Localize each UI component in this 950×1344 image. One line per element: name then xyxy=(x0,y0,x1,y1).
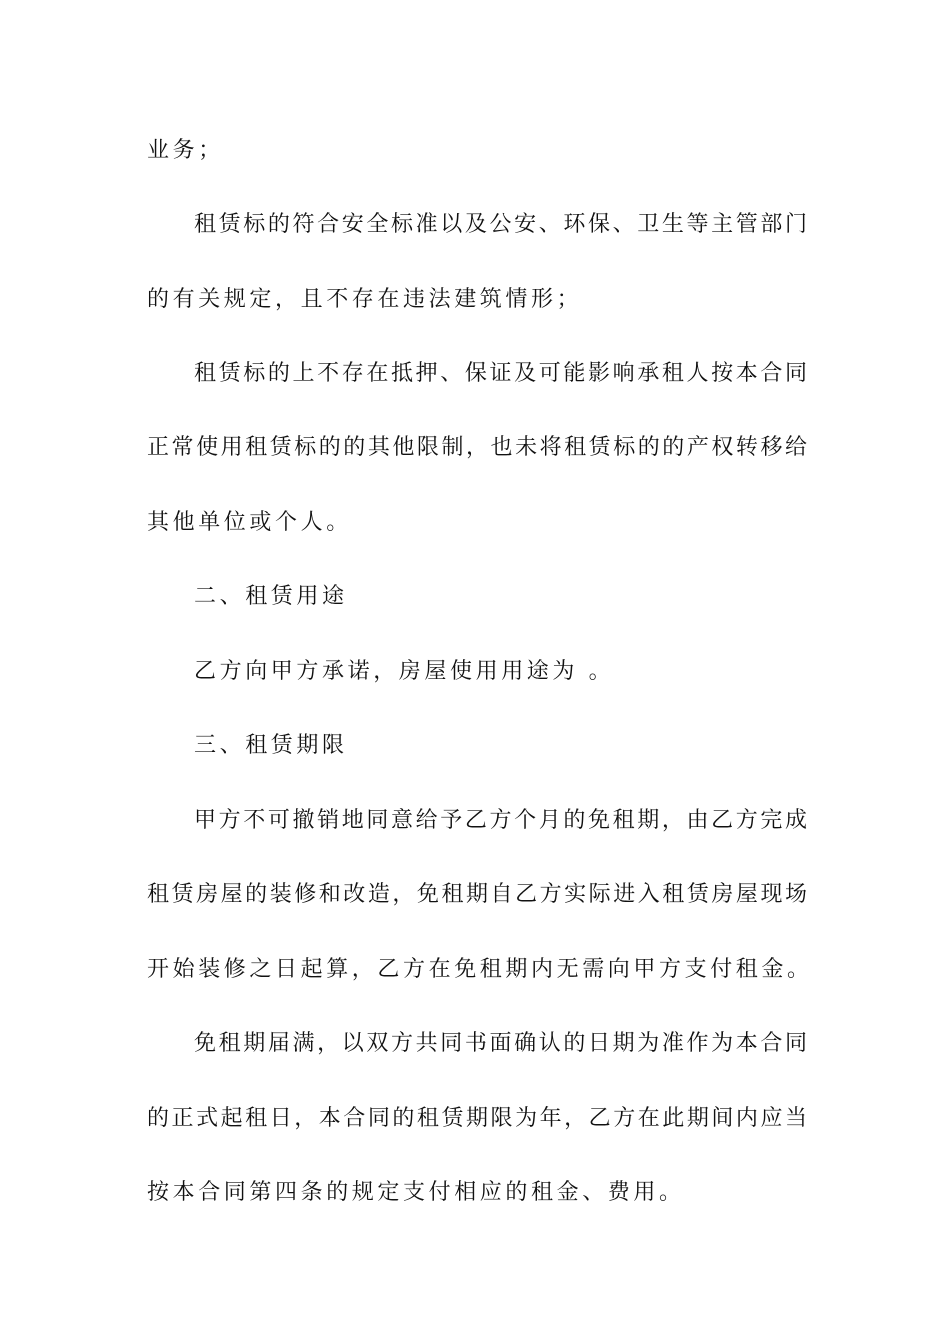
paragraph-line: 免租期届满，以双方共同书面确认的日期为准作为本合同 xyxy=(194,1031,807,1056)
text-line: 开始装修之日起算，乙方在免租期内无需向甲方支付租金。 xyxy=(147,957,813,982)
section-heading: 三、租赁期限 xyxy=(194,733,348,758)
paragraph-line: 租赁标的上不存在抵押、保证及可能影响承租人按本合同 xyxy=(194,361,807,386)
text-line: 其他单位或个人。 xyxy=(147,510,352,535)
text-line: 业务； xyxy=(147,138,224,163)
text-line: 租赁房屋的装修和改造，免租期自乙方实际进入租赁房屋现场 xyxy=(147,882,807,907)
text-line: 的正式起租日，本合同的租赁期限为年，乙方在此期间内应当 xyxy=(147,1106,807,1131)
text-line: 的有关规定，且不存在违法建筑情形； xyxy=(147,287,583,312)
paragraph-line: 乙方向甲方承诺，房屋使用用途为 。 xyxy=(194,659,615,684)
text-line: 正常使用租赁标的的其他限制，也未将租赁标的的产权转移给 xyxy=(147,435,807,460)
paragraph-line: 租赁标的符合安全标准以及公安、环保、卫生等主管部门 xyxy=(194,212,807,237)
section-heading: 二、租赁用途 xyxy=(194,584,348,609)
paragraph-line: 甲方不可撤销地同意给予乙方个月的免租期，由乙方完成 xyxy=(194,808,807,833)
text-line: 按本合同第四条的规定支付相应的租金、费用。 xyxy=(147,1180,685,1205)
